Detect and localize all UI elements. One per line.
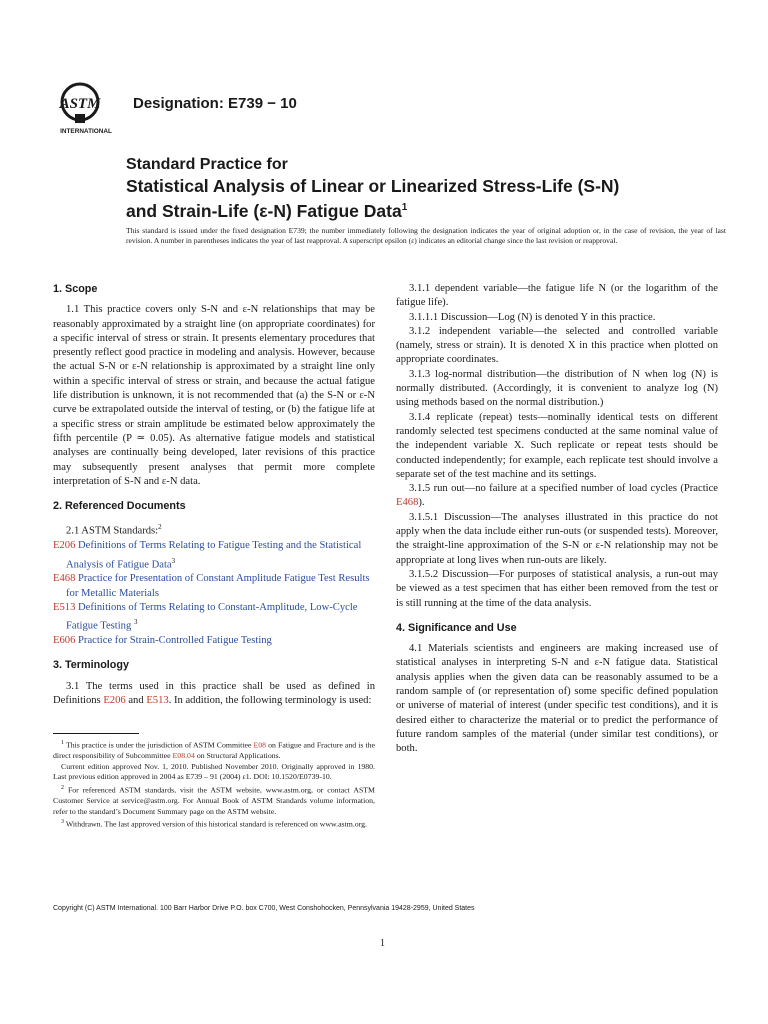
- designation: Designation: E739 − 10: [133, 95, 297, 112]
- footnote-2-text: For referenced ASTM standards, visit the ASTM website, www.astm.org, or contact ASTM Customer Service at service@astm.org. For Annual Book of ASTM Standards volume information, refer to the standard’s Document Summary page on the ASTM website.: [53, 785, 375, 816]
- paragraph-3-1-5-pre: 3.1.5 run out—no failure at a specified number of load cycles (Practice: [409, 483, 718, 495]
- link-e513[interactable]: E513: [146, 695, 169, 707]
- paragraph-3-1-5-2: 3.1.5.2 Discussion—For purposes of statistical analysis, a run-out may be viewed as a test specimen that has either been removed from the test or is still running at the time of the data analysis.: [396, 568, 718, 609]
- svg-text:ASTM: ASTM: [59, 96, 101, 112]
- left-column: [53, 282, 375, 708]
- paragraph-3-1-4: 3.1.4 replicate (repeat) tests—nominally identical tests on different randomly selected test specimens conducted at the same nominal value of the independent variable X. Such replicate or repeat tests should be conducted independently; for example, each replicate test should involve a separate set of the test machine and its settings.: [396, 411, 718, 480]
- title-line-1: Standard Practice for: [126, 156, 288, 173]
- ref-item-e468[interactable]: [53, 572, 375, 601]
- logo-wordmark: INTERNATIONAL: [60, 128, 112, 135]
- paragraph-2-1: [53, 520, 375, 539]
- paragraph-3-1-5-1: 3.1.5.1 Discussion—The analyses illustrated in this practice do not apply when the data include either run-outs (or suspended tests). Moreover, the straight-line approximation of the S-N or ε-N relationship may not be appropriate at long lives when run-outs are likely.: [396, 511, 718, 566]
- ref-title[interactable]: Practice for Strain-Controlled Fatigue Testing: [78, 635, 272, 647]
- footnote-3-text: Withdrawn. The last approved version of this historical standard is referenced on www.astm.org.: [65, 819, 367, 829]
- link-e206[interactable]: E206: [103, 695, 126, 707]
- title-line-3-text: and Strain-Life (ε-N) Fatigue Data: [126, 200, 402, 221]
- section-heading-scope: 1. Scope: [53, 283, 98, 295]
- footnote-1: [53, 738, 375, 762]
- paragraph-3-1-pre: 3.1 The terms used in this practice shall be used as defined in Definitions: [53, 680, 375, 707]
- footnote-3-mark: 3: [61, 819, 64, 826]
- ref-id[interactable]: E606: [53, 635, 76, 647]
- footnote-1-current-edition: Current edition approved Nov. 1, 2010. Published November 2010. Originally approved in 1980. Last previous edition approved in 2004 as E739 – 91 (2004) ε1. DOI: 10.1520/E0739-10.: [53, 761, 375, 782]
- title-footnote-mark: 1: [401, 202, 408, 213]
- ref-title[interactable]: Practice for Presentation of Constant Amplitude Fatigue Test Results for Metallic Materials: [66, 573, 370, 599]
- paragraph-3-1-5: [396, 482, 718, 511]
- paragraph-3-1-1: 3.1.1 dependent variable—the fatigue life N (or the logarithm of the fatigue life).: [396, 283, 718, 309]
- title-line-3: [126, 197, 726, 222]
- paragraph-3-1-2: 3.1.2 independent variable—the selected and controlled variable (namely, stress or strain). It is denoted X in this practice when plotted on appropriate coordinates.: [396, 325, 718, 366]
- paragraph-3-1-1-1: 3.1.1.1 Discussion—Log (N) is denoted Y in this practice.: [409, 311, 656, 323]
- link-e468[interactable]: E468: [396, 497, 419, 509]
- page-number: 1: [380, 938, 385, 949]
- ref-sup: 3: [133, 618, 138, 627]
- section-heading-significance: 4. Significance and Use: [396, 621, 517, 634]
- ref-id[interactable]: E206: [53, 540, 76, 552]
- section-heading-terminology: 3. Terminology: [53, 659, 129, 672]
- title-line-2: Statistical Analysis of Linear or Linearized Stress-Life (S-N): [126, 176, 620, 196]
- paragraph-3-1-5-post: ).: [418, 497, 425, 509]
- paragraph-2-1-sup: 2: [158, 523, 162, 532]
- footnotes: [53, 738, 375, 831]
- footnote-1-post: on Structural Applications.: [196, 751, 281, 761]
- paragraph-3-1: [53, 680, 375, 709]
- ref-sup: 3: [171, 556, 176, 565]
- link-e08[interactable]: E08: [253, 740, 267, 750]
- footnote-1-mid: on Fatigue and Fracture and is the direct responsibility of Subcommittee: [53, 740, 375, 761]
- section-heading-referenced-documents: 2. Referenced Documents: [53, 500, 186, 513]
- paragraph-4-1: 4.1 Materials scientists and engineers are making increased use of statistical analyses in interpreting S-N and ε-N fatigue data. Statistical analysis applies when the given data can be reasonably assumed to be a random sample of (or representation of) some specific defined population or universe of material of interest (under specific test conditions), and it is desired either to characterize the material or to predict the performance of future random samples of the material (under similar test conditions), or both.: [396, 643, 718, 755]
- issued-note: This standard is issued under the fixed designation E739; the number immediately following the designation indicates the year of original adoption or, in the case of revision, the year of last revision. A number in parentheses indicates the year of last reapproval. A superscript epsilon (ε) indicates an editorial change since the last revision or reapproval.: [126, 226, 726, 246]
- astm-logo: [54, 80, 120, 138]
- footnote-3: [53, 817, 375, 830]
- footnote-1-mark: 1: [61, 740, 64, 746]
- ref-item-e513[interactable]: [53, 601, 375, 634]
- footnote-2: [53, 783, 375, 817]
- footnote-1-pre: This practice is under the jurisdiction of ASTM Committee: [65, 740, 252, 750]
- link-e08-04[interactable]: E08.04: [172, 751, 195, 761]
- paragraph-3-1-post: . In addition, the following terminology is used:: [168, 695, 372, 707]
- ref-id[interactable]: E513: [53, 602, 76, 613]
- paragraph-3-1-and: and: [128, 695, 144, 707]
- paragraph-3-1-3: 3.1.3 log-normal distribution—the distribution of N when log (N) is normally distributed. (Accordingly, it is convenient to analyze log (N) using methods based on the normal distribution.): [396, 368, 718, 409]
- ref-id[interactable]: E468: [53, 573, 76, 585]
- ref-item-e206[interactable]: [53, 539, 375, 572]
- paragraph-1-1: 1.1 This practice covers only S-N and ε-N relationships that may be reasonably approximated by a straight line (on appropriate coordinates) for a specific interval of stress or strain. It presents elementary procedures that presently reflect good practice in modeling and analysis. However, because the actual S-N or ε-N relationship is approximated by a straight line only within a specific interval of stress or strain, and because the actual fatigue life distribution is unknown, it is not recommended that (a) the S-N or ε-N curve be extrapolated outside the interval of testing, or (b) the fatigue life at a specific stress or strain amplitude be estimated below approximately the fifth percentile (P ≃ 0.05). As alternative fatigue models and statistical analyses are continually being developed, later revisions of this practice may subsequently present analyses that permit more complete interpretation of S-N and ε-N data.: [53, 304, 375, 487]
- copyright-line: Copyright (C) ASTM International. 100 Barr Harbor Drive P.O. box C700, West Conshohocken, Pennsylvania 19428-2959, United States: [53, 905, 475, 912]
- footnote-2-mark: 2: [61, 784, 64, 791]
- paragraph-2-1-text: 2.1 ASTM Standards:: [66, 525, 159, 537]
- ref-item-e606[interactable]: [53, 634, 375, 648]
- right-column: [396, 282, 718, 757]
- footnote-rule: [53, 733, 139, 734]
- title-block: [126, 155, 726, 222]
- ref-title[interactable]: Definitions of Terms Relating to Fatigue Testing and the Statistical Analysis of Fatigue Data: [66, 540, 362, 571]
- ref-title[interactable]: Definitions of Terms Relating to Constant-Amplitude, Low-Cycle Fatigue Testing: [66, 602, 358, 632]
